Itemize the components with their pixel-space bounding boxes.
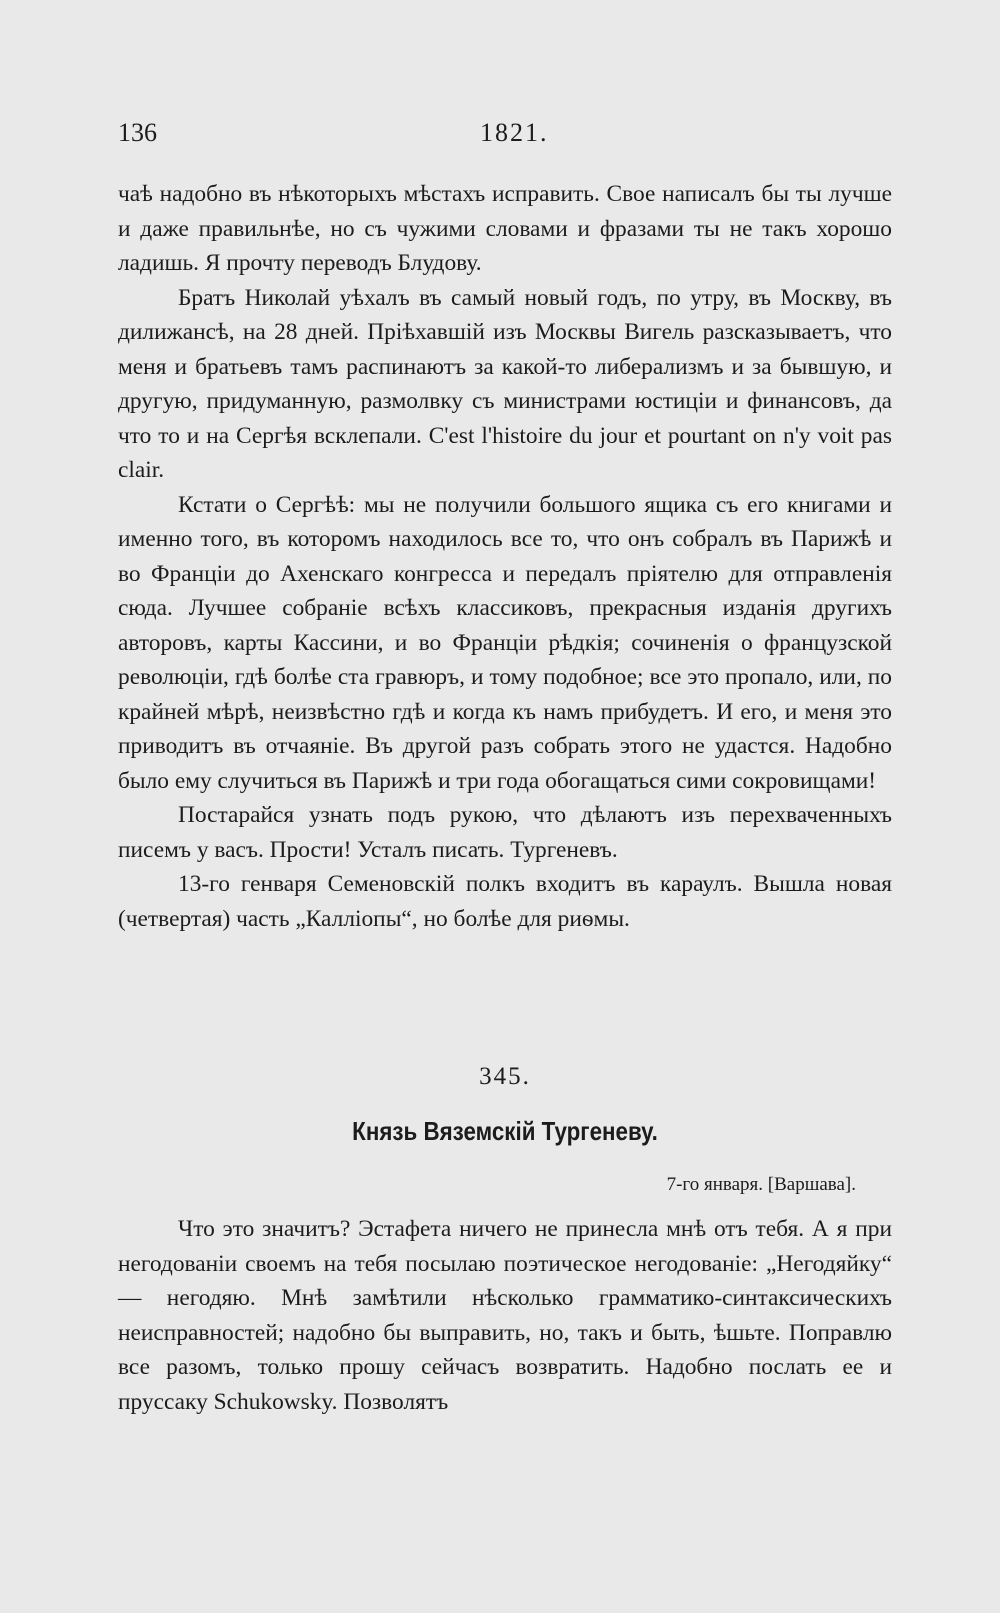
running-head — [118, 118, 892, 152]
paragraph: Постарайся узнать подъ рукою, что дѣлаютъ изъ перехваченныхъ писемъ у васъ. Прости! Усталъ писать. Тургеневъ. — [118, 802, 892, 863]
page-number: 136 — [118, 118, 157, 147]
paragraph: Братъ Николай уѣхалъ въ самый новый годъ, по утру, въ Москву, въ дилижансѣ, на 28 дней. Пріѣхавшій изъ Москвы Вигель разсказываетъ, что меня и братьевъ тамъ распинаютъ за какой-то либерализмъ и за бывшую, и другую, придуманную, размолвку съ министрами юстиціи и финансовъ, да что то и на Сергѣя всклепали. C'est l'histoire du jour et pourtant on n'y voit pas clair. — [118, 284, 892, 483]
paragraph: Кстати о Сергѣѣ: мы не получили большого ящика съ его книгами и именно того, въ которомъ находилось все то, что онъ собралъ въ Парижѣ и во Франціи до Ахенскаго конгресса и передалъ пріятелю для отправленія сюда. Лучшее собраніе всѣхъ классиковъ, прекрасныя изданія другихъ авторовъ, карты Кассини, и во Франціи рѣдкія; сочиненія о французской революціи, гдѣ болѣе ста гравюръ, и тому подобное; все это пропало, или, по крайней мѣрѣ, неизвѣстно гдѣ и когда къ намъ прибудетъ. И его, и меня это приводитъ въ отчаяніе. Въ другой разъ собрать этого не удастся. Надобно было ему случиться въ Парижѣ и три года обогащаться сими сокровищами! — [118, 491, 892, 794]
letter-344-body — [118, 177, 892, 936]
running-head-year: 1821. — [480, 118, 549, 147]
letter-345-body — [118, 1212, 892, 1419]
paragraph: чаѣ надобно въ нѣкоторыхъ мѣстахъ исправить. Свое написалъ бы ты лучше и даже правильнѣе, но съ чужими словами и фразами ты не такъ хорошо ладишь. Я прочту переводъ Блудову. — [118, 181, 892, 276]
paragraph: 13-го генваря Семеновскій полкъ входитъ въ караулъ. Вышла новая (четвертая) часть „Калліопы“, но болѣе для риѳмы. — [118, 871, 892, 932]
paragraph: Что это значитъ? Эстафета ничего не принесла мнѣ отъ тебя. А я при негодованіи своемъ на тебя посылаю поэтическое негодованіе: „Негодяйку“ — негодяю. Мнѣ замѣтили нѣсколько грамматико-синтаксическихъ неисправностей; надобно бы выправить, но, такъ и быть, ѣшьте. Поправлю все разомъ, только прошу сейчасъ возвратить. Надобно послать ее и пруссаку Schukowsky. Позволятъ — [118, 1216, 892, 1415]
letter-title: Князь Вяземскій Тургеневу. — [352, 1116, 658, 1146]
letter-dateline: 7-го января. [Варшава]. — [666, 1174, 856, 1195]
letter-number: 345. — [479, 1063, 531, 1090]
